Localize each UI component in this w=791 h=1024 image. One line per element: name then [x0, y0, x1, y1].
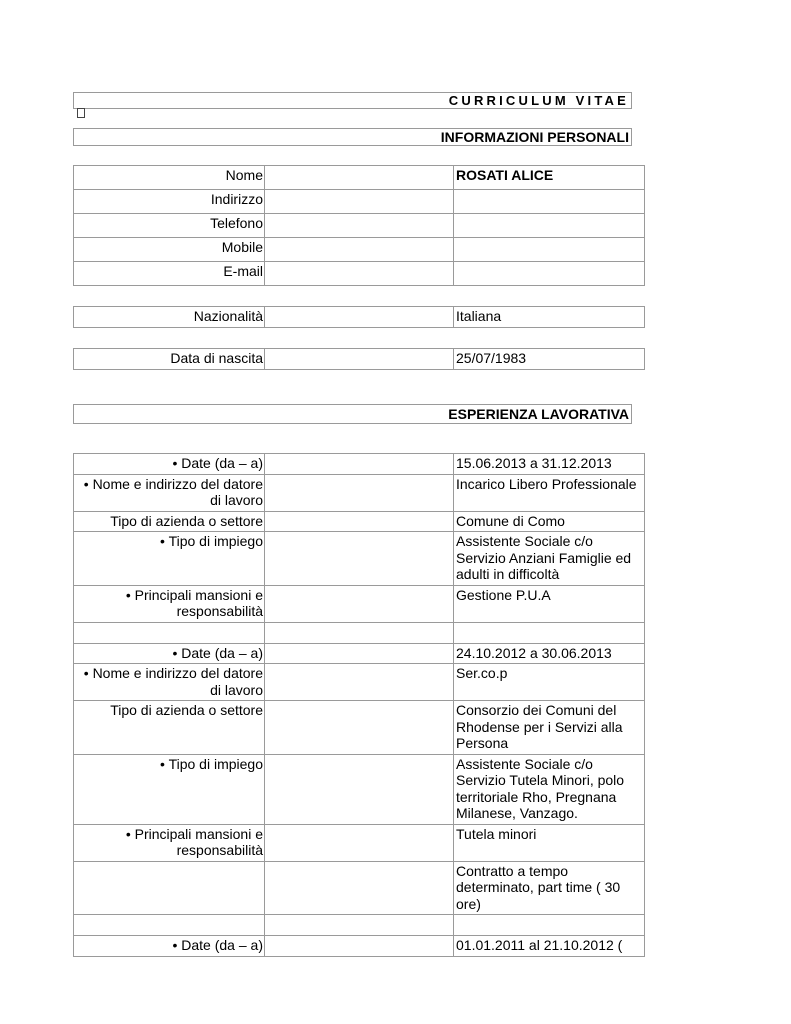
- table-row: [74, 307, 645, 328]
- table-row: [74, 622, 645, 643]
- work-label: • Date (da – a): [74, 643, 265, 664]
- table-row: [74, 824, 645, 861]
- table-row: [74, 532, 645, 586]
- empty-cell: [265, 664, 454, 701]
- work-label: • Tipo di impiego: [74, 754, 265, 824]
- work-value: Consorzio dei Comuni del Rhodense per i Servizi alla Persona: [454, 701, 645, 755]
- work-value: 24.10.2012 a 30.06.2013: [454, 643, 645, 664]
- work-value: Gestione P.U.A: [454, 585, 645, 622]
- work-label: Tipo di azienda o settore: [74, 511, 265, 532]
- empty-cell: [265, 214, 454, 238]
- empty-cell: [265, 511, 454, 532]
- table-row: [74, 511, 645, 532]
- work-label: [74, 915, 265, 936]
- empty-cell: [265, 643, 454, 664]
- work-label: • Date (da – a): [74, 936, 265, 957]
- empty-cell: [265, 915, 454, 936]
- personal-info-table: [73, 165, 645, 286]
- empty-cell: [265, 754, 454, 824]
- personal-label: Telefono: [74, 214, 265, 238]
- empty-cell: [265, 701, 454, 755]
- empty-cell: [265, 454, 454, 475]
- birth-value: 25/07/1983: [454, 349, 645, 370]
- table-row: [74, 754, 645, 824]
- cv-title: CURRICULUM VITAE: [74, 93, 631, 118]
- work-value: Comune di Como: [454, 511, 645, 532]
- empty-cell: [265, 190, 454, 214]
- table-row: [74, 861, 645, 915]
- personal-label: Mobile: [74, 238, 265, 262]
- work-label: • Tipo di impiego: [74, 532, 265, 586]
- personal-value: [454, 190, 645, 214]
- empty-cell: [265, 532, 454, 586]
- personal-value: ROSATI ALICE: [454, 166, 645, 190]
- nationality-table: [73, 306, 645, 328]
- nationality-label: Nazionalità: [74, 307, 265, 328]
- table-row: [74, 701, 645, 755]
- work-label: [74, 622, 265, 643]
- table-row: [74, 585, 645, 622]
- table-row: [74, 166, 645, 190]
- work-value: Ser.co.p: [454, 664, 645, 701]
- work-experience-table: [73, 453, 645, 957]
- table-row: [74, 214, 645, 238]
- empty-cell: [265, 622, 454, 643]
- table-row: [74, 454, 645, 475]
- personal-label: Nome: [74, 166, 265, 190]
- work-label: • Date (da – a): [74, 454, 265, 475]
- empty-cell: [265, 349, 454, 370]
- empty-cell: [265, 307, 454, 328]
- table-row: [74, 915, 645, 936]
- work-label: • Principali mansioni e responsabilità: [74, 585, 265, 622]
- table-row: [74, 664, 645, 701]
- work-section-box: [73, 404, 632, 424]
- personal-section-title: INFORMAZIONI PERSONALI: [440, 129, 629, 145]
- work-section-title: ESPERIENZA LAVORATIVA: [448, 406, 629, 422]
- personal-label: Indirizzo: [74, 190, 265, 214]
- birth-table: [73, 348, 645, 370]
- personal-value: [454, 238, 645, 262]
- table-row: [74, 190, 645, 214]
- table-row: [74, 349, 645, 370]
- table-row: [74, 474, 645, 511]
- work-label: • Nome e indirizzo del datore di lavoro: [74, 474, 265, 511]
- empty-cell: [265, 585, 454, 622]
- missing-glyph-box: [77, 108, 85, 118]
- work-value: Contratto a tempo determinato, part time ( 30 ore): [454, 861, 645, 915]
- table-row: [74, 936, 645, 957]
- work-value: [454, 622, 645, 643]
- personal-section-box: [73, 128, 632, 146]
- personal-value: [454, 214, 645, 238]
- birth-label: Data di nascita: [74, 349, 265, 370]
- work-value: Incarico Libero Professionale: [454, 474, 645, 511]
- empty-cell: [265, 861, 454, 915]
- work-label: • Nome e indirizzo del datore di lavoro: [74, 664, 265, 701]
- empty-cell: [265, 474, 454, 511]
- work-value: [454, 915, 645, 936]
- empty-cell: [265, 824, 454, 861]
- table-row: [74, 262, 645, 286]
- work-label: Tipo di azienda o settore: [74, 701, 265, 755]
- work-value: Assistente Sociale c/o Servizio Tutela Minori, polo territoriale Rho, Pregnana Milanese, Vanzago.: [454, 754, 645, 824]
- work-label: • Principali mansioni e responsabilità: [74, 824, 265, 861]
- work-value: 15.06.2013 a 31.12.2013: [454, 454, 645, 475]
- table-row: [74, 643, 645, 664]
- empty-cell: [265, 936, 454, 957]
- work-value: Tutela minori: [454, 824, 645, 861]
- table-row: [74, 238, 645, 262]
- work-value: Assistente Sociale c/o Servizio Anziani Famiglie ed adulti in difficoltà: [454, 532, 645, 586]
- empty-cell: [265, 262, 454, 286]
- personal-value: [454, 262, 645, 286]
- empty-cell: [265, 238, 454, 262]
- work-label: [74, 861, 265, 915]
- nationality-value: Italiana: [454, 307, 645, 328]
- cv-title-box: [73, 92, 632, 109]
- empty-cell: [265, 166, 454, 190]
- work-value: 01.01.2011 al 21.10.2012 (: [454, 936, 645, 957]
- personal-label: E-mail: [74, 262, 265, 286]
